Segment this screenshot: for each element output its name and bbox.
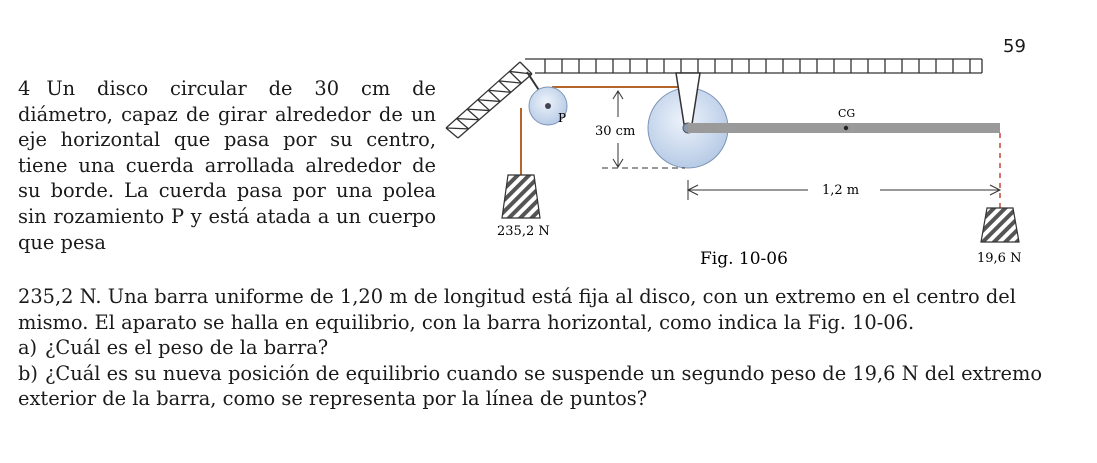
brace-member [467, 109, 479, 120]
cg-label: CG [838, 107, 856, 120]
brace-diagonal [488, 90, 511, 92]
question-a-label: a) [18, 336, 38, 360]
problem-continued [18, 284, 1058, 412]
brace-member [457, 119, 469, 129]
problem-number: 4 [18, 77, 31, 100]
weight-right [981, 208, 1019, 242]
brace-member [478, 100, 490, 111]
question-a-text: ¿Cuál es el peso de la barra? [45, 336, 329, 360]
problem-intro [18, 76, 436, 255]
page-number: 59 [1003, 36, 1026, 57]
question-b-label: b) [18, 361, 38, 385]
weight-left [502, 175, 540, 218]
pulley-label: P [558, 111, 567, 125]
question-a [18, 335, 1058, 361]
brace-diagonal [446, 128, 469, 129]
brace-member [488, 90, 500, 101]
diameter-label: 30 cm [595, 124, 636, 139]
length-label: 1,2 m [822, 183, 860, 198]
problem-continued-text: 235,2 N. Una barra uniforme de 1,20 m de longitud está fija al disco, con un extremo en el centro del mismo. El aparato se halla en equilibrio, con la barra horizontal, como indica la Fig. 10-06. [18, 285, 1016, 334]
brace-diagonal [499, 81, 522, 83]
brace-diagonal [478, 100, 501, 102]
figure-10-06 [445, 50, 1045, 275]
question-b [18, 361, 1058, 412]
problem-intro-text: Un disco circular de 30 cm de diámetro, capaz de girar alrededor de un eje horizontal que pasa por su centro, tiene una cuerda arrollada alrededor de su borde. La cuerda pasa por una polea sin rozamiento P y está atada a un cuerpo que pesa [18, 77, 436, 254]
question-b-text: ¿Cuál es su nueva posición de equilibrio cuando se suspende un segundo peso de 19,6 N del extremo exterior de la barra, como se representa por la línea de puntos? [18, 361, 1043, 411]
weight-right-label: 19,6 N [977, 251, 1022, 266]
brace-diagonal [457, 119, 480, 120]
brace-member [499, 81, 511, 92]
pulley-axle [545, 103, 551, 109]
figure-caption: Fig. 10-06 [700, 249, 788, 269]
brace-member [446, 128, 458, 138]
brace-diagonal [467, 109, 490, 110]
weight-left-label: 235,2 N [497, 224, 550, 239]
cg-marker [844, 126, 848, 130]
